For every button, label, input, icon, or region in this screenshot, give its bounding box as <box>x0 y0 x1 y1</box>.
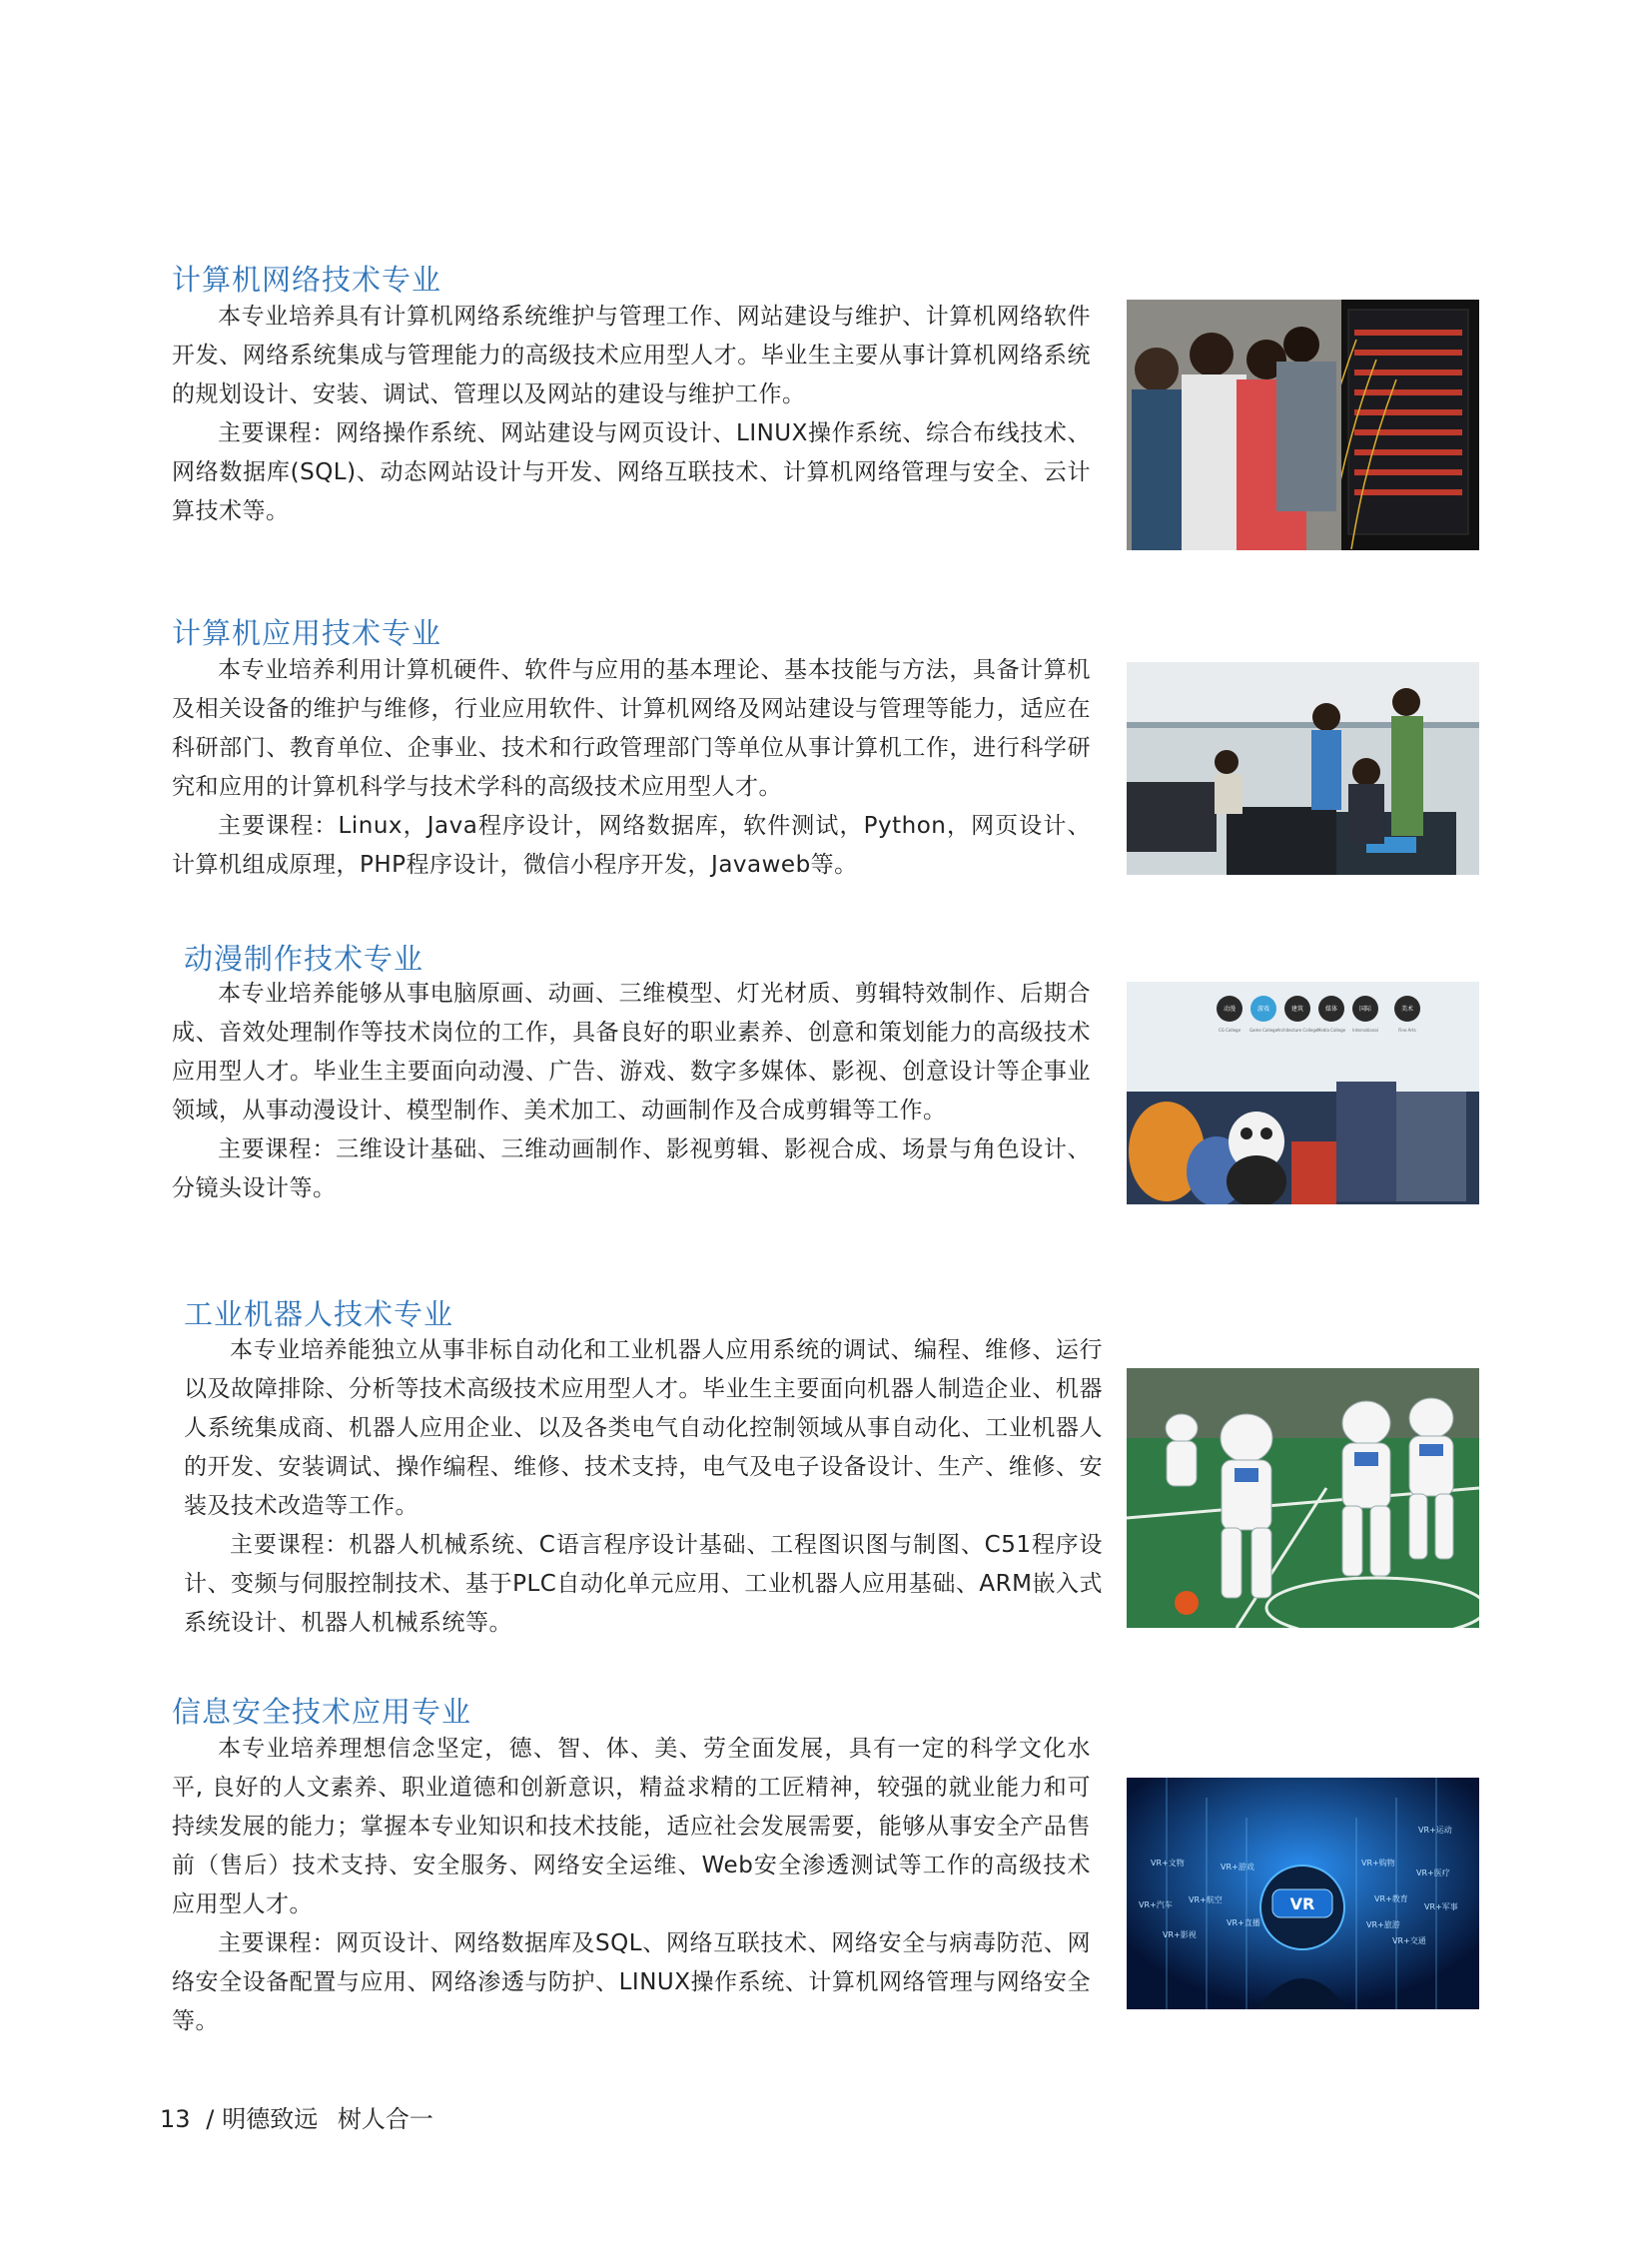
paragraph-intro: 本专业培养利用计算机硬件、软件与应用的基本理论、基本技能与方法，具备计算机及相关设备的维护与维修，行业应用软件、计算机网络及网站建设与管理等能力，适应在科研部门、教育单位、企事业、技术和行政管理部门等单位从事计算机工作，进行科学研究和应用的计算机科学与技术学科的高级技术应用型人才。 <box>172 657 1091 800</box>
footer-motto-1: 明德致远 <box>222 2105 319 2133</box>
vr-label: VR+交通 <box>1392 1936 1426 1945</box>
paragraph-courses: 主要课程：机器人机械系统、C语言程序设计基础、工程图识图与制图、C51程序设计、变频与伺服控制技术、基于PLC自动化单元应用、工业机器人应用基础、ARM嵌入式系统设计、机器人机械系统等。 <box>184 1532 1103 1636</box>
circle-sublabel: Fine Arts <box>1398 1028 1416 1033</box>
vr-label: VR+直播 <box>1227 1918 1260 1927</box>
photo-network-lab <box>1127 300 1479 550</box>
footer-separator: / <box>206 2105 215 2133</box>
paragraph-courses: 主要课程：三维设计基础、三维动画制作、影视剪辑、影视合成、场景与角色设计、分镜头设计等。 <box>172 1136 1091 1201</box>
section-body-network <box>172 298 1091 531</box>
vr-label: VR <box>1289 1894 1315 1913</box>
circle-label: 媒体 <box>1324 1006 1338 1013</box>
section-title-animation: 动漫制作技术专业 <box>184 942 424 976</box>
paragraph-intro: 本专业培养能够从事电脑原画、动画、三维模型、灯光材质、剪辑特效制作、后期合成、音效处理制作等技术岗位的工作，具备良好的职业素养、创意和策划能力的高级技术应用型人才。毕业生主要面向动漫、广告、游戏、数字多媒体、影视、创意设计等企事业领域，从事动漫设计、模型制作、美术加工、动画制作及合成剪辑等工作。 <box>172 981 1091 1124</box>
section-title-application: 计算机应用技术专业 <box>172 616 442 650</box>
vr-label: VR+影视 <box>1163 1930 1197 1939</box>
circle-label: 游戏 <box>1256 1006 1270 1013</box>
circle-sublabel: International <box>1352 1028 1378 1033</box>
circle-sublabel: Architecture College <box>1276 1028 1318 1033</box>
vr-label: VR+军事 <box>1424 1902 1458 1911</box>
paragraph-courses: 主要课程：Linux，Java程序设计，网络数据库，软件测试，Python，网页设计、计算机组成原理，PHP程序设计，微信小程序开发，Javaweb等。 <box>172 813 1091 878</box>
footer-motto-2: 树人合一 <box>337 2105 433 2133</box>
vr-label: VR+教育 <box>1374 1894 1408 1903</box>
section-body-application <box>172 651 1091 885</box>
page-footer <box>160 2099 433 2134</box>
circle-sublabel: Media College <box>1316 1028 1346 1033</box>
section-title-robotics: 工业机器人技术专业 <box>184 1297 454 1331</box>
paragraph-intro: 本专业培养具有计算机网络系统维护与管理工作、网站建设与维护、计算机网络软件开发、网络系统集成与管理能力的高级技术应用型人才。毕业生主要从事计算机网络系统的规划设计、安装、调试、管理以及网站的建设与维护工作。 <box>172 304 1091 407</box>
paragraph-courses: 主要课程：网页设计、网络数据库及SQL、网络互联技术、网络安全与病毒防范、网络安全设备配置与应用、网络渗透与防护、LINUX操作系统、计算机网络管理与网络安全等。 <box>172 1930 1091 2034</box>
paragraph-intro: 本专业培养能独立从事非标自动化和工业机器人应用系统的调试、编程、维修、运行以及故障排除、分析等技术高级技术应用型人才。毕业生主要面向机器人制造企业、机器人系统集成商、机器人应用企业、以及各类电气自动化控制领域从事自动化、工业机器人的开发、安装调试、操作编程、维修、技术支持，电气及电子设备设计、生产、维修、安装及技术改造等工作。 <box>184 1337 1103 1519</box>
vr-label: VR+购物 <box>1361 1859 1395 1868</box>
vr-label: VR+旅游 <box>1366 1920 1400 1929</box>
section-body-animation <box>172 975 1091 1208</box>
section-body-robotics <box>184 1331 1103 1643</box>
photo-animation-characters <box>1127 982 1479 1204</box>
vr-label: VR+汽车 <box>1139 1900 1173 1909</box>
section-title-security: 信息安全技术应用专业 <box>172 1695 472 1729</box>
vr-label: VR+运动 <box>1418 1826 1452 1835</box>
circle-sublabel: CG College <box>1218 1028 1241 1033</box>
circle-label: 动漫 <box>1223 1006 1237 1013</box>
circle-label: 建筑 <box>1290 1006 1304 1013</box>
paragraph-courses: 主要课程：网络操作系统、网站建设与网页设计、LINUX操作系统、综合布线技术、网络数据库(SQL)、动态网站设计与开发、网络互联技术、计算机网络管理与安全、云计算技术等。 <box>172 420 1091 524</box>
circle-sublabel: Game College <box>1248 1028 1278 1033</box>
circle-label: 国际 <box>1358 1006 1372 1013</box>
paragraph-intro: 本专业培养理想信念坚定，德、智、体、美、劳全面发展，具有一定的科学文化水平, 良好的人文素养、职业道德和创新意识，精益求精的工匠精神，较强的就业能力和可持续发展的能力；掌握本专业知识和技术技能，适应社会发展需要，能够从事安全产品售前（售后）技术支持、安全服务、网络安全运维、Web安全渗透测试等工作的高级技术应用型人才。 <box>172 1736 1091 1917</box>
vr-label: VR+游戏 <box>1221 1863 1254 1872</box>
page-number: 13 <box>160 2105 191 2133</box>
section-title-network: 计算机网络技术专业 <box>172 263 442 297</box>
vr-label: VR+医疗 <box>1416 1869 1450 1877</box>
circle-label: 美术 <box>1400 1006 1414 1013</box>
section-body-security <box>172 1730 1091 2041</box>
vr-label: VR+文物 <box>1151 1859 1185 1868</box>
photo-robots-soccer <box>1127 1368 1479 1628</box>
photo-computer-lab <box>1127 662 1479 875</box>
vr-label: VR+航空 <box>1189 1895 1223 1904</box>
photo-vr-security <box>1127 1778 1479 2009</box>
